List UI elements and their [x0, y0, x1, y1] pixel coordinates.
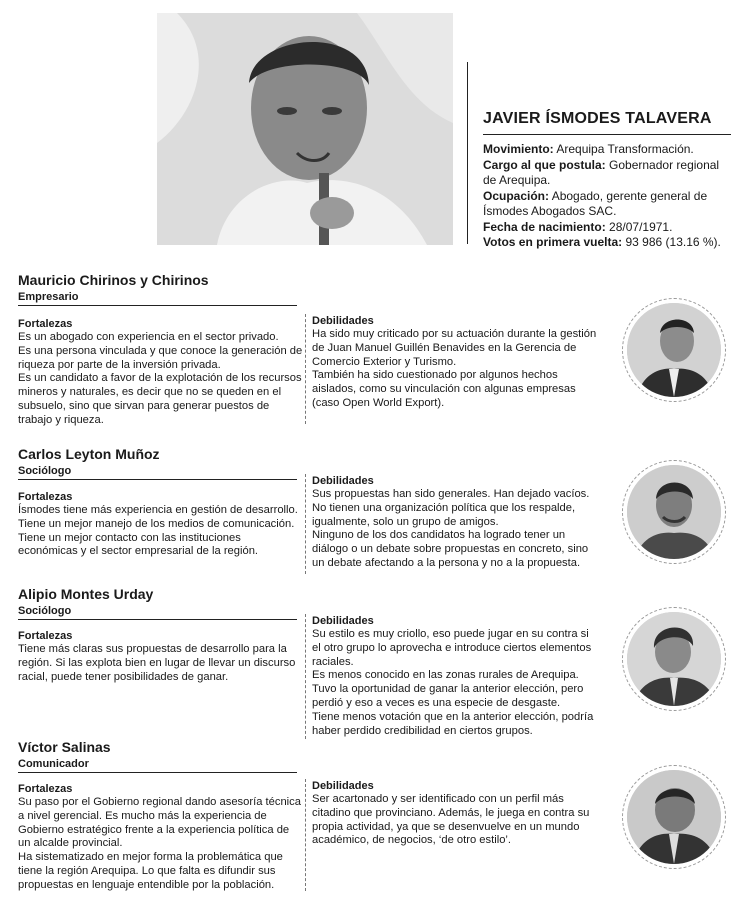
- strengths-text: Tiene más claras sus propuestas de desarrollo para la región. Si las explota bien en lugar de llevar un discurso racial, puede tener posibilidades de ganar.: [18, 643, 296, 683]
- analyst-name: Carlos Leyton Muñoz: [18, 446, 160, 462]
- candidate-office: [483, 158, 733, 189]
- field-value: Abogado, gerente general de Ísmodes Abogados SAC.: [483, 188, 708, 218]
- strengths-block: [18, 629, 303, 684]
- analyst-portrait: [627, 303, 721, 397]
- analyst-rule: [18, 772, 297, 773]
- candidate-photo: [157, 13, 453, 245]
- analyst-avatar: [622, 607, 726, 711]
- weaknesses-label: Debilidades: [312, 315, 374, 327]
- weaknesses-text: Su estilo es muy criollo, eso puede jugar en su contra si el otro grupo lo aprovecha e introduce ciertos elementos raciales. Es menos conocido en las zonas rurales de Arequipa. Tuvo la oportunidad de ganar la anterior elección, pero perdió y eso a veces es una especie de desgaste. Tiene menos votación que en la anterior elección, podría haber perdido credibilidad en ciertos grupos.: [312, 628, 594, 737]
- weaknesses-label: Debilidades: [312, 475, 374, 487]
- candidate-birthdate: [483, 220, 733, 236]
- column-separator: [305, 314, 306, 424]
- candidate-movement: [483, 142, 733, 158]
- weaknesses-text: Sus propuestas han sido generales. Han dejado vacíos. No tienen una organización política que los respalde, igualmente, solo un grupo de amigos. Ninguno de los dos candidatos ha logrado tener un diálogo o un debate sobre propuestas en concreto, sino un debate afectando a la persona y no a la propuesta.: [312, 488, 590, 569]
- weaknesses-block: [312, 614, 597, 738]
- analyst-section: [18, 446, 738, 576]
- strengths-label: Fortalezas: [18, 783, 73, 795]
- strengths-block: [18, 782, 303, 893]
- analyst-role: Comunicador: [18, 758, 89, 770]
- weaknesses-block: [312, 314, 597, 411]
- weaknesses-label: Debilidades: [312, 615, 374, 627]
- weaknesses-label: Debilidades: [312, 780, 374, 792]
- candidate-occupation: [483, 189, 733, 220]
- field-value: 93 986 (13.16 %).: [622, 235, 721, 249]
- field-label: Movimiento:: [483, 142, 554, 156]
- candidate-name-rule: [483, 134, 731, 135]
- hero-divider: [467, 62, 468, 244]
- analyst-rule: [18, 305, 297, 306]
- strengths-label: Fortalezas: [18, 318, 73, 330]
- analyst-rule: [18, 479, 297, 480]
- strengths-text: Ísmodes tiene más experiencia en gestión de desarrollo. Tiene un mejor manejo de los medios de comunicación. Tiene un mejor contacto con las instituciones económicas y el sector empresarial de la región.: [18, 504, 298, 558]
- candidate-photo-illustration: [157, 13, 453, 245]
- strengths-text: Es un abogado con experiencia en el sector privado. Es una persona vinculada y que conoce la generación de riqueza por parte de la inversión privada. Es un candidato a favor de la explotación de los recursos mineros y naturales, es decir que no se queden en el subsuelo, sino que sirvan para generar puestos de trabajo y riqueza.: [18, 331, 303, 426]
- field-value: Gobernador regional de Arequipa.: [483, 157, 720, 187]
- strengths-block: [18, 317, 303, 428]
- column-separator: [305, 614, 306, 739]
- candidate-info: [483, 110, 733, 251]
- weaknesses-text: Ha sido muy criticado por su actuación durante la gestión de Juan Manuel Guillén Benavides en la Gerencia de Comercio Exterior y Turismo. También ha sido cuestionado por algunos hechos aislados, como su vinculación con algunas empresas (caso Open World Export).: [312, 328, 597, 409]
- weaknesses-text: Ser acartonado y ser identificado con un perfil más citadino que provinciano. Además, le juega en contra su propia actividad, ya que se desenvuelve en un mundo académico, de negocios, ‘de otro estilo’.: [312, 793, 590, 847]
- analyst-section: [18, 272, 738, 427]
- field-label: Fecha de nacimiento:: [483, 219, 606, 234]
- analyst-name: Alipio Montes Urday: [18, 586, 154, 602]
- column-separator: [305, 474, 306, 574]
- field-label: Cargo al que postula:: [483, 157, 606, 172]
- analyst-avatar: [622, 298, 726, 402]
- weaknesses-block: [312, 779, 597, 848]
- analyst-avatar: [622, 765, 726, 869]
- column-separator: [305, 779, 306, 891]
- analyst-role: Sociólogo: [18, 605, 72, 617]
- analyst-avatar: [622, 460, 726, 564]
- analyst-portrait: [627, 612, 721, 706]
- candidate-name: JAVIER ÍSMODES TALAVERA: [483, 110, 712, 127]
- strengths-label: Fortalezas: [18, 630, 73, 642]
- analyst-rule: [18, 619, 297, 620]
- analyst-portrait: [627, 770, 721, 864]
- analyst-role: Sociólogo: [18, 465, 72, 477]
- strengths-label: Fortalezas: [18, 491, 73, 503]
- field-label: Ocupación:: [483, 188, 550, 203]
- candidate-votes: [483, 235, 733, 251]
- field-label: Votos en primera vuelta:: [483, 235, 623, 249]
- analyst-role: Empresario: [18, 291, 79, 303]
- strengths-text: Su paso por el Gobierno regional dando asesoría técnica a nivel gerencial. Es mucho más la experiencia de Gobierno estratégico frente a la experiencia política de un alcalde provincial. Ha sistematizado en mejor forma la problemática que tiene la región Arequipa. Lo que falta es difundir sus propuestas en lenguaje entendible por la población.: [18, 796, 301, 891]
- analyst-name: Víctor Salinas: [18, 739, 111, 755]
- analyst-name: Mauricio Chirinos y Chirinos: [18, 272, 209, 288]
- field-value: Arequipa Transformación.: [553, 142, 694, 156]
- analyst-section: [18, 739, 738, 894]
- weaknesses-block: [312, 474, 597, 571]
- strengths-block: [18, 490, 303, 559]
- analyst-section: [18, 586, 738, 741]
- analyst-portrait: [627, 465, 721, 559]
- field-value: 28/07/1971.: [605, 219, 673, 234]
